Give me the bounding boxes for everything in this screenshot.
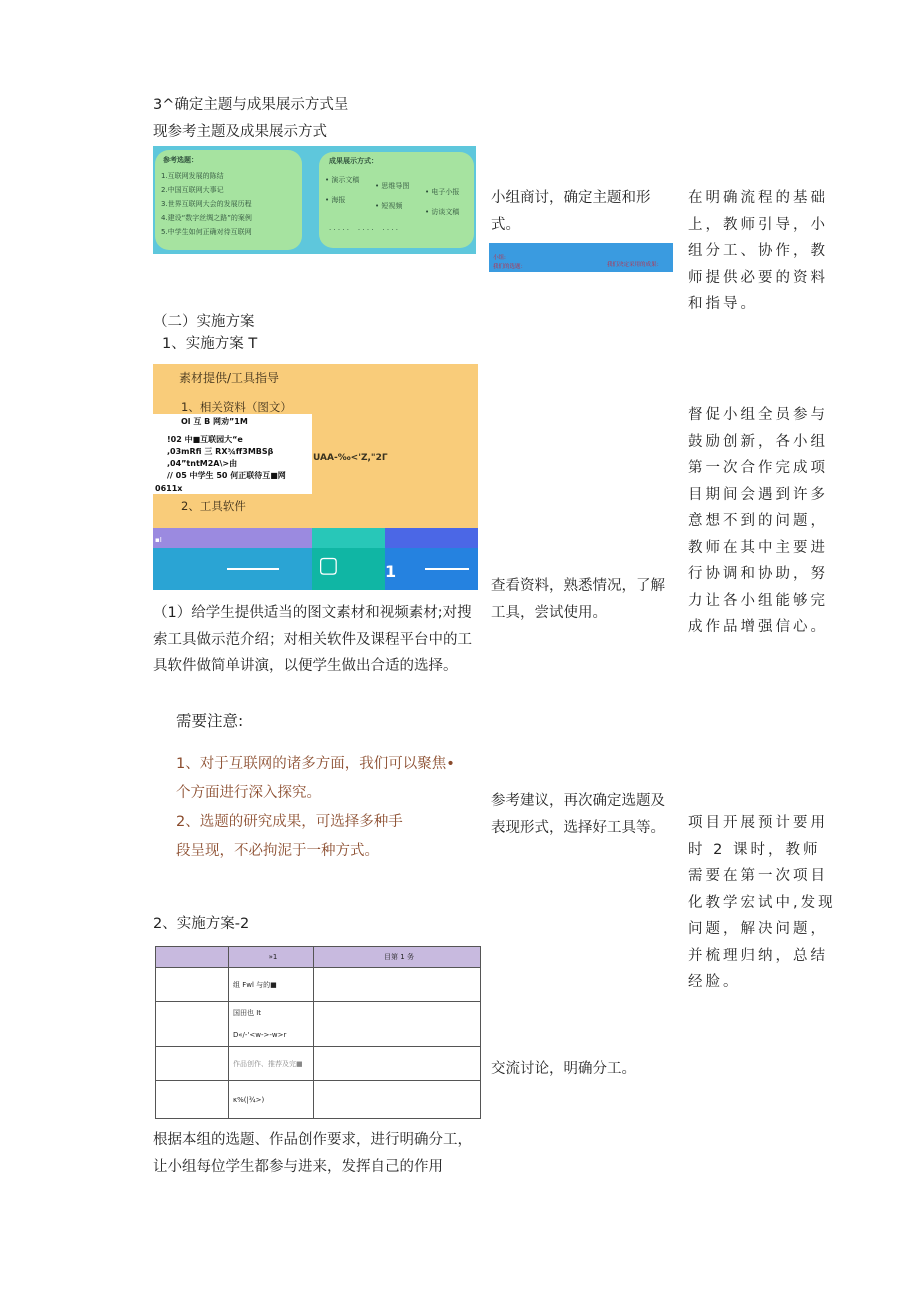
- plan2-title: 2、实施方案-2: [153, 916, 250, 932]
- table-cell: [314, 1081, 481, 1119]
- forms-title: 成果展示方式：: [329, 157, 378, 165]
- topic-item: 3.世界互联网大会的发展历程: [161, 200, 252, 208]
- row3-student-activity: 参考建议，再次确定选题及表现形式，选择好工具等。: [491, 793, 665, 836]
- resources-list-panel: [153, 414, 312, 494]
- table-row: [156, 1081, 481, 1119]
- row3-purpose: 项目开展预计要用时 2 课时，教师需要在第一次项目化教学宏试中,发现问题，解决问题，并梳理归纳，总结经脸。: [688, 815, 836, 990]
- table-header-cell: »1: [229, 947, 314, 968]
- topic-item: 5.中学生如何正确对待互联网: [161, 228, 252, 236]
- banner-right-text: 我们决定采用的成果：: [607, 262, 663, 268]
- topics-title: 参考选题：: [163, 156, 198, 164]
- resources-header: 素材提供/工具指导: [179, 371, 280, 385]
- table-cell: [156, 1081, 229, 1119]
- software-tile-left: ▪I: [153, 528, 312, 590]
- resources-subheading: 1、相关资料（图文）: [181, 400, 292, 414]
- row2-purpose: 督促小组全员参与鼓励创新，各小组第一次合作完成项目期间会遇到许多意想不到的问题，教师在其中主要进行协调和协助，努力让各小组能够完成作品增强信心。: [688, 407, 828, 635]
- row2-student-activity: 查看资料，熟悉情况，了解工具，尝试使用。: [491, 578, 665, 621]
- form-dots: . . . . . . . . . . . . .: [329, 224, 398, 232]
- forms-card: [319, 152, 474, 248]
- form-item: • 短视频: [375, 202, 403, 210]
- resource-item: ,04”tntM2A\>由: [167, 459, 238, 468]
- small-banner-figure: [489, 243, 673, 272]
- teacher-plan1-text: （1）给学生提供适当的图文素材和视频素材;对搜索工具做示范介绍；对相关软件及课程平台中的工具软件做简单讲演，以便学生做出合适的选择。: [153, 605, 472, 674]
- banner-left-text: 小组:: [493, 255, 506, 261]
- form-item: • 访谈文稿: [425, 208, 460, 216]
- resource-item: !02 中■互联园大“e: [167, 435, 243, 444]
- form-item: • 思维导图: [375, 182, 410, 190]
- software-subheading: 2、工具软件: [181, 499, 246, 513]
- resource-item: // 05 中学生 50 何正联待互■网: [167, 471, 286, 480]
- plan1-title: 1、实施方案 T: [162, 336, 258, 352]
- table-cell: 国田也 It D«/-'<w->-w>r: [229, 1002, 314, 1047]
- table-header-row: [156, 947, 481, 968]
- table-cell: [156, 968, 229, 1002]
- section-heading: [153, 92, 483, 145]
- notes-list: [176, 750, 486, 866]
- software-tile-middle: ▢: [312, 528, 385, 590]
- resource-item: ,03mRfi 三 RX¾ff3MBSβ: [167, 447, 274, 456]
- note-item2-line2: 段呈现，不必拘泥于一种方式。: [176, 843, 379, 859]
- implementation-heading: （二）实施方案: [153, 314, 255, 330]
- topic-item: 2.中国互联网大事记: [161, 186, 224, 194]
- notes-title: 需要注意:: [176, 712, 244, 730]
- table-cell: [156, 1047, 229, 1081]
- banner-left-text2: 我们的选题：: [493, 264, 527, 270]
- table-cell: [314, 968, 481, 1002]
- resource-item: Ol 互 B 网劝”1M: [181, 417, 248, 426]
- row4-student-activity: 交流讨论，明确分工。: [491, 1061, 636, 1077]
- row1-purpose: 在明确流程的基础上，教师引导，小组分工、协作，教师提供必要的资料和指导。: [688, 190, 828, 312]
- teacher-plan2-text: 根据本组的选题、作品创作要求，进行明确分工，让小组每位学生都参与进来，发挥自己的作用: [153, 1132, 472, 1175]
- form-item: • 演示文稿: [325, 176, 360, 184]
- section-heading-line2: 现参考主题及成果展示方式: [153, 123, 327, 140]
- table-cell: 作品创作、推荐及完■: [229, 1047, 314, 1081]
- topic-item: 1.互联网发展的陈结: [161, 172, 224, 180]
- table-header-cell: 目第 1 务: [314, 947, 481, 968]
- resources-garbled-text: UAA-‰<'Z,"2Γ: [313, 453, 388, 463]
- note-item2-line1: 2、选题的研究成果，可选择多种手: [176, 814, 403, 830]
- table-cell: [156, 1002, 229, 1047]
- table-cell: [314, 1047, 481, 1081]
- section-heading-line1: 3^确定主题与成果展示方式呈: [153, 97, 349, 113]
- table-header-cell: [156, 947, 229, 968]
- table-cell: 组 Fwl 与的■: [229, 968, 314, 1002]
- row1-student-activity: 小组商讨，确定主题和形式。: [491, 190, 651, 233]
- note-item1-line2: 个方面进行深入探究。: [176, 785, 321, 801]
- topic-item: 4.建设“数字丝绸之路”的案例: [161, 214, 252, 222]
- form-item: • 电子小报: [425, 188, 460, 196]
- table-row: [156, 1002, 481, 1047]
- form-item: • 海报: [325, 196, 346, 204]
- software-tile-right: 1: [385, 528, 478, 590]
- resource-item: 0611x: [155, 484, 183, 493]
- table-row: [156, 1047, 481, 1081]
- topics-figure: [153, 146, 476, 254]
- note-item1-line1: 1、对于互联网的诸多方面，我们可以聚焦•: [176, 756, 455, 772]
- table-row: [156, 968, 481, 1002]
- division-table: [155, 946, 481, 1119]
- resources-figure: [153, 364, 478, 590]
- table-cell: κ%(|¾>): [229, 1081, 314, 1119]
- topics-card: [155, 150, 302, 250]
- table-cell: [314, 1002, 481, 1047]
